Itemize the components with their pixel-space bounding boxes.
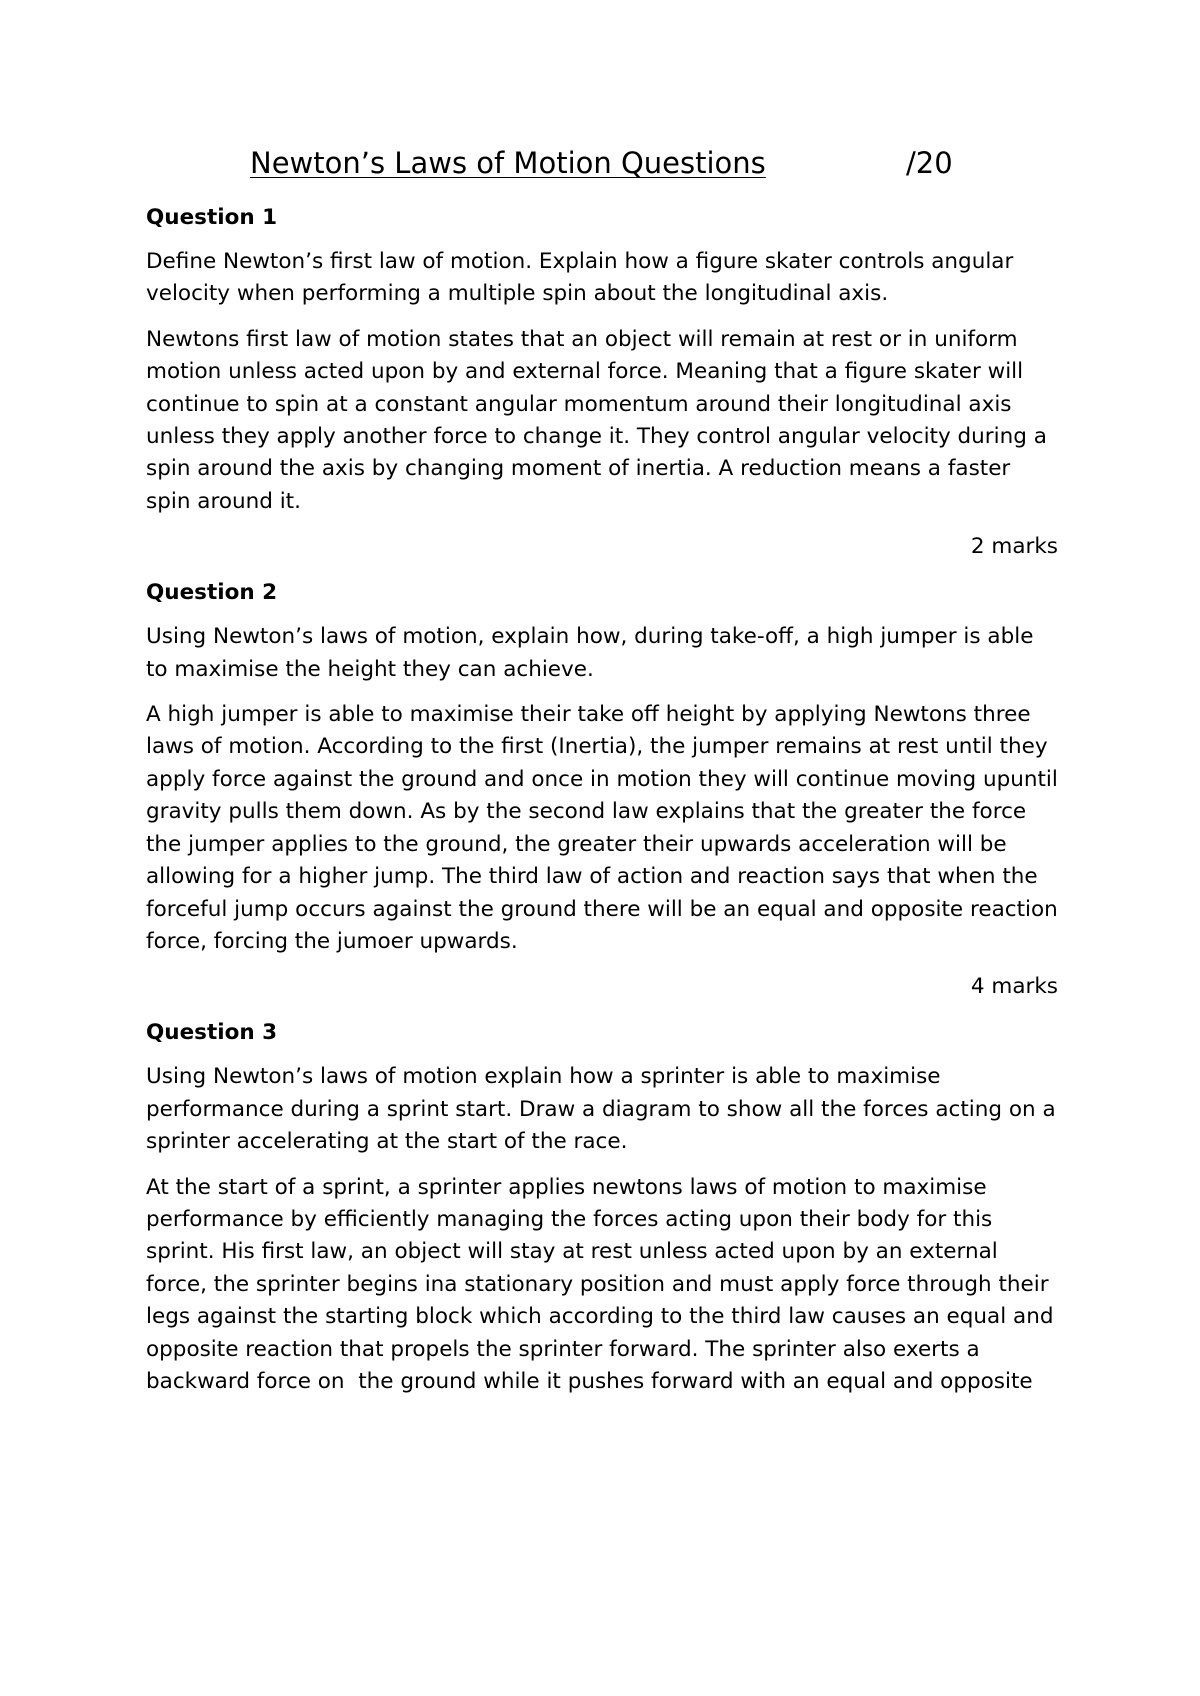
question-answer: A high jumper is able to maximise their take off height by applying Newtons three laws of motion. According to the first (Inertia), the jumper remains at rest until they apply force against the ground and once in motion they will continue moving upuntil gravity pulls them down. As by the second law explains that the greater the force the jumper applies to the ground, the greater their upwards acceleration will be allowing for a higher jump. The third law of action and reaction says that when the forceful jump occurs against the ground there will be an equal and opposite reaction force, forcing the jumoer upwards.	[146, 702, 1065, 954]
document-title: Newton’s Laws of Motion Questions	[250, 146, 766, 180]
title-row	[146, 140, 1058, 190]
question-1	[146, 202, 1058, 563]
question-marks: 2 marks	[970, 534, 1058, 560]
question-2	[146, 577, 1065, 1003]
document-page	[146, 140, 1065, 1411]
question-answer: At the start of a sprint, a sprinter applies newtons laws of motion to maximise performance by efficiently managing the forces acting upon their body for this sprint. His first law, an object will stay at rest unless acted upon by an external force, the sprinter begins ina stationary position and must apply force through their legs against the starting block which according to the third law causes an equal and opposite reaction that propels the sprinter forward. The sprinter also exerts a backward force on the ground while it pushes forward with an equal and opposite	[146, 1174, 1061, 1394]
question-prompt: Using Newton’s laws of motion explain how a sprinter is able to maximise performance during a sprint start. Draw a diagram to show all the forces acting on a sprinter accelerating at the start of the race.	[146, 1064, 1063, 1155]
question-heading: Question 2	[146, 580, 278, 606]
question-prompt: Using Newton’s laws of motion, explain how, during take-off, a high jumper is able to maximise the height they can achieve.	[146, 624, 1041, 682]
question-3	[146, 1017, 1063, 1398]
question-heading: Question 3	[146, 1020, 278, 1046]
question-marks: 4 marks	[970, 974, 1058, 1000]
question-prompt: Define Newton’s first law of motion. Explain how a figure skater controls angular velocity when performing a multiple spin about the longitudinal axis.	[146, 249, 1021, 307]
question-answer: Newtons first law of motion states that an object will remain at rest or in uniform motion unless acted upon by and external force. Meaning that a figure skater will continue to spin at a constant angular momentum around their longitudinal axis unless they apply another force to change it. They control angular velocity during a spin around the axis by changing moment of inertia. A reduction means a faster spin around it.	[146, 326, 1054, 514]
total-marks: /20	[906, 146, 953, 180]
question-heading: Question 1	[146, 205, 278, 230]
